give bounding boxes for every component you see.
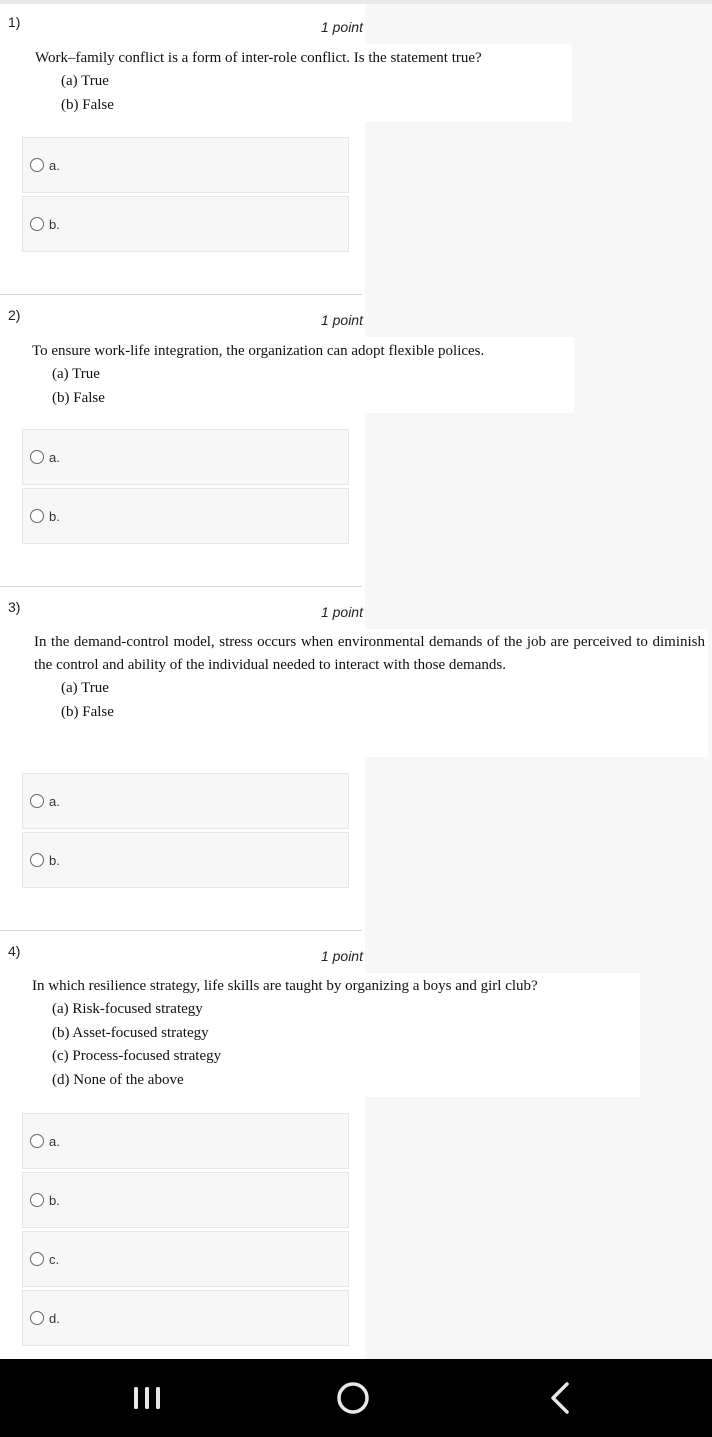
choice-label: b. (49, 1192, 60, 1208)
radio-button-icon[interactable] (30, 509, 44, 523)
question-number: 1) (8, 14, 21, 30)
home-icon (335, 1380, 371, 1416)
radio-button-icon[interactable] (30, 794, 44, 808)
question-content (22, 337, 574, 413)
option-text: (a) True (61, 680, 109, 696)
radio-button-icon[interactable] (30, 1252, 44, 1266)
recent-apps-button[interactable] (97, 1359, 197, 1437)
option-text: (b) False (52, 389, 105, 406)
question-points: 1 point (320, 19, 363, 35)
radio-button-icon[interactable] (30, 853, 44, 867)
radio-button-icon[interactable] (30, 1193, 44, 1207)
option-text: (b) False (61, 703, 114, 720)
answer-choice-b[interactable] (22, 1172, 349, 1228)
choice-label: b. (49, 852, 60, 868)
answer-choice-b[interactable] (22, 832, 349, 888)
question-content (22, 629, 708, 757)
answer-choice-b[interactable] (22, 196, 349, 252)
question-content (22, 44, 572, 122)
answer-choice-a[interactable] (22, 429, 349, 485)
back-icon (548, 1380, 572, 1416)
choice-label: b. (49, 508, 60, 524)
answer-choice-a[interactable] (22, 137, 349, 193)
question-number: 4) (8, 943, 21, 959)
option-text: (a) True (61, 73, 109, 89)
option-text: (d) None of the above (52, 1071, 184, 1088)
question-points: 1 point (320, 948, 363, 964)
answer-choice-d[interactable] (22, 1290, 349, 1346)
choice-label: d. (49, 1310, 60, 1326)
recent-apps-icon (132, 1385, 162, 1411)
question-content (22, 973, 640, 1097)
choice-label: b. (49, 216, 60, 232)
answer-choice-c[interactable] (22, 1231, 349, 1287)
question-points: 1 point (320, 604, 363, 620)
radio-button-icon[interactable] (30, 1311, 44, 1325)
top-divider (0, 0, 712, 4)
choice-label: a. (49, 449, 60, 465)
radio-button-icon[interactable] (30, 158, 44, 172)
system-navigation-bar (0, 1359, 712, 1437)
back-button[interactable] (510, 1359, 610, 1437)
question-points: 1 point (320, 312, 363, 328)
question-divider (0, 586, 362, 587)
option-text: (c) Process-focused strategy (52, 1048, 222, 1064)
question-text: In the demand-control model, stress occurs when environmental demands of the job are perceived to diminish the control and ability of the individual needed to interact with those demands. (34, 634, 705, 673)
question-text: In which resilience strategy, life skills are taught by organizing a boys and girl club? (32, 978, 538, 994)
choice-label: a. (49, 1133, 60, 1149)
option-text: (b) Asset-focused strategy (52, 1024, 209, 1041)
question-divider (0, 930, 362, 931)
question-text: To ensure work-life integration, the organization can adopt flexible polices. (32, 343, 485, 359)
option-text: (b) False (61, 96, 114, 113)
choice-label: c. (49, 1251, 60, 1267)
question-number: 3) (8, 599, 21, 615)
answer-choice-a[interactable] (22, 1113, 349, 1169)
radio-button-icon[interactable] (30, 450, 44, 464)
answer-choice-a[interactable] (22, 773, 349, 829)
home-button[interactable] (303, 1359, 403, 1437)
choice-label: a. (49, 157, 60, 173)
question-divider (0, 294, 362, 295)
question-number: 2) (8, 307, 21, 323)
question-text: Work–family conflict is a form of inter-role conflict. Is the statement true? (35, 50, 482, 66)
option-text: (a) Risk-focused strategy (52, 1001, 203, 1017)
radio-button-icon[interactable] (30, 1134, 44, 1148)
option-text: (a) True (52, 366, 100, 382)
radio-button-icon[interactable] (30, 217, 44, 231)
choice-label: a. (49, 793, 60, 809)
answer-choice-b[interactable] (22, 488, 349, 544)
